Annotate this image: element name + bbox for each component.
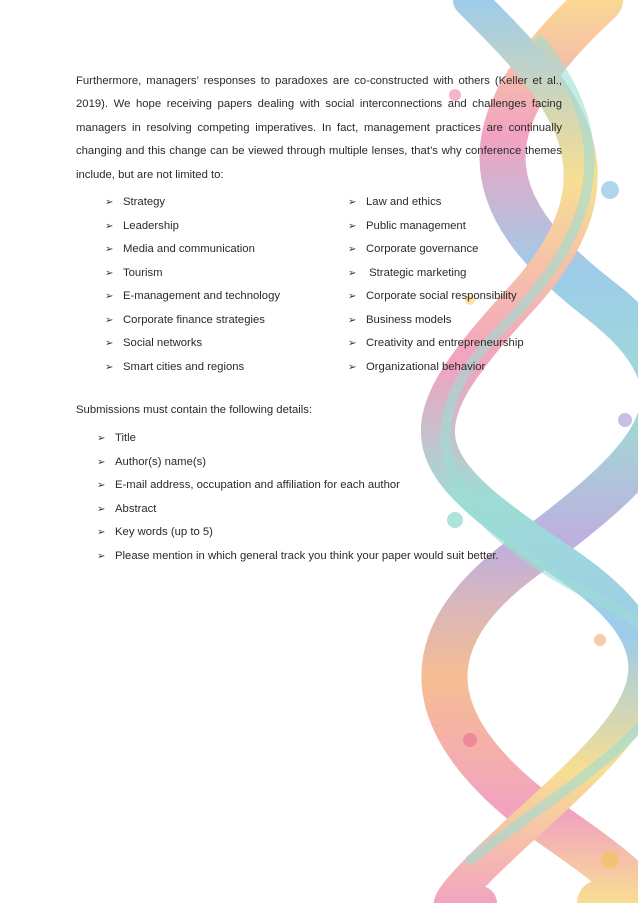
arrow-bullet-icon: ➢ xyxy=(348,220,357,232)
list-item-text: Media and communication xyxy=(123,243,255,255)
list-item-text: Corporate social responsibility xyxy=(366,290,517,302)
arrow-bullet-icon: ➢ xyxy=(97,456,106,468)
list-item-text: Corporate governance xyxy=(366,243,479,255)
theme-item xyxy=(105,312,265,328)
list-item-text: Author(s) name(s) xyxy=(115,455,207,468)
submission-item xyxy=(97,548,499,564)
list-item-text: Leadership xyxy=(123,219,179,232)
list-item-text: E-management and technology xyxy=(123,290,281,302)
theme-item xyxy=(105,335,202,351)
arrow-bullet-icon: ➢ xyxy=(97,550,106,562)
submissions-heading: Submissions must contain the following details: xyxy=(76,404,313,416)
list-item-text: E-mail address, occupation and affiliation for each author xyxy=(115,479,400,491)
list-item-text: Please mention in which general track you think your paper would suit better. xyxy=(115,549,499,562)
submission-item xyxy=(97,477,400,493)
theme-item xyxy=(348,312,451,328)
list-item-text: Strategy xyxy=(123,196,166,208)
theme-item xyxy=(348,288,517,304)
list-item-text: Key words (up to 5) xyxy=(115,526,213,538)
list-item-text: Business models xyxy=(366,313,452,326)
list-item-text: Smart cities and regions xyxy=(123,360,245,373)
theme-item xyxy=(348,194,441,210)
list-item-text: Title xyxy=(115,432,136,444)
theme-item xyxy=(105,359,244,375)
list-item-text: Public management xyxy=(366,219,466,232)
arrow-bullet-icon: ➢ xyxy=(105,244,114,255)
theme-item xyxy=(105,218,179,234)
arrow-bullet-icon: ➢ xyxy=(97,480,106,491)
arrow-bullet-icon: ➢ xyxy=(348,338,357,349)
list-item-text: Strategic marketing xyxy=(366,266,467,279)
submission-item xyxy=(97,501,156,517)
theme-item xyxy=(348,335,524,351)
arrow-bullet-icon: ➢ xyxy=(348,291,357,302)
arrow-bullet-icon: ➢ xyxy=(97,527,106,538)
arrow-bullet-icon: ➢ xyxy=(97,433,106,444)
submission-item xyxy=(97,524,213,540)
arrow-bullet-icon: ➢ xyxy=(105,361,114,373)
arrow-bullet-icon: ➢ xyxy=(105,314,114,326)
theme-item xyxy=(105,241,255,257)
list-item-text: Corporate finance strategies xyxy=(123,313,265,326)
arrow-bullet-icon: ➢ xyxy=(348,314,357,326)
arrow-bullet-icon: ➢ xyxy=(105,267,114,279)
theme-item xyxy=(105,265,163,281)
list-item-text: Creativity and entrepreneurship xyxy=(366,337,524,349)
theme-item xyxy=(348,265,466,281)
arrow-bullet-icon: ➢ xyxy=(105,291,114,302)
arrow-bullet-icon: ➢ xyxy=(348,267,357,279)
intro-paragraph: Furthermore, managers’ responses to paradoxes are co-constructed with others (Keller et al., 2019). We hope receiving papers dealing with social interconnections and challenges facing managers in resolving competing imperatives. In fact, management practices are continually changing and this change can be viewed through multiple lenses, that’s why conference themes include, but are not limited to: xyxy=(76,75,562,181)
list-item-text: Abstract xyxy=(115,502,157,515)
theme-item xyxy=(348,241,478,257)
theme-item xyxy=(105,194,165,210)
arrow-bullet-icon: ➢ xyxy=(348,361,357,373)
submission-item xyxy=(97,454,206,470)
arrow-bullet-icon: ➢ xyxy=(105,197,114,208)
theme-item xyxy=(348,218,466,234)
theme-item xyxy=(348,359,485,375)
theme-item xyxy=(105,288,280,304)
list-item-text: Organizational behavior xyxy=(366,360,486,373)
list-item-text: Law and ethics xyxy=(366,196,442,208)
submission-item xyxy=(97,430,136,446)
list-item-text: Tourism xyxy=(123,266,163,279)
arrow-bullet-icon: ➢ xyxy=(348,197,357,208)
list-item-text: Social networks xyxy=(123,337,203,349)
arrow-bullet-icon: ➢ xyxy=(97,503,106,515)
arrow-bullet-icon: ➢ xyxy=(348,244,357,255)
arrow-bullet-icon: ➢ xyxy=(105,220,114,232)
arrow-bullet-icon: ➢ xyxy=(105,338,114,349)
